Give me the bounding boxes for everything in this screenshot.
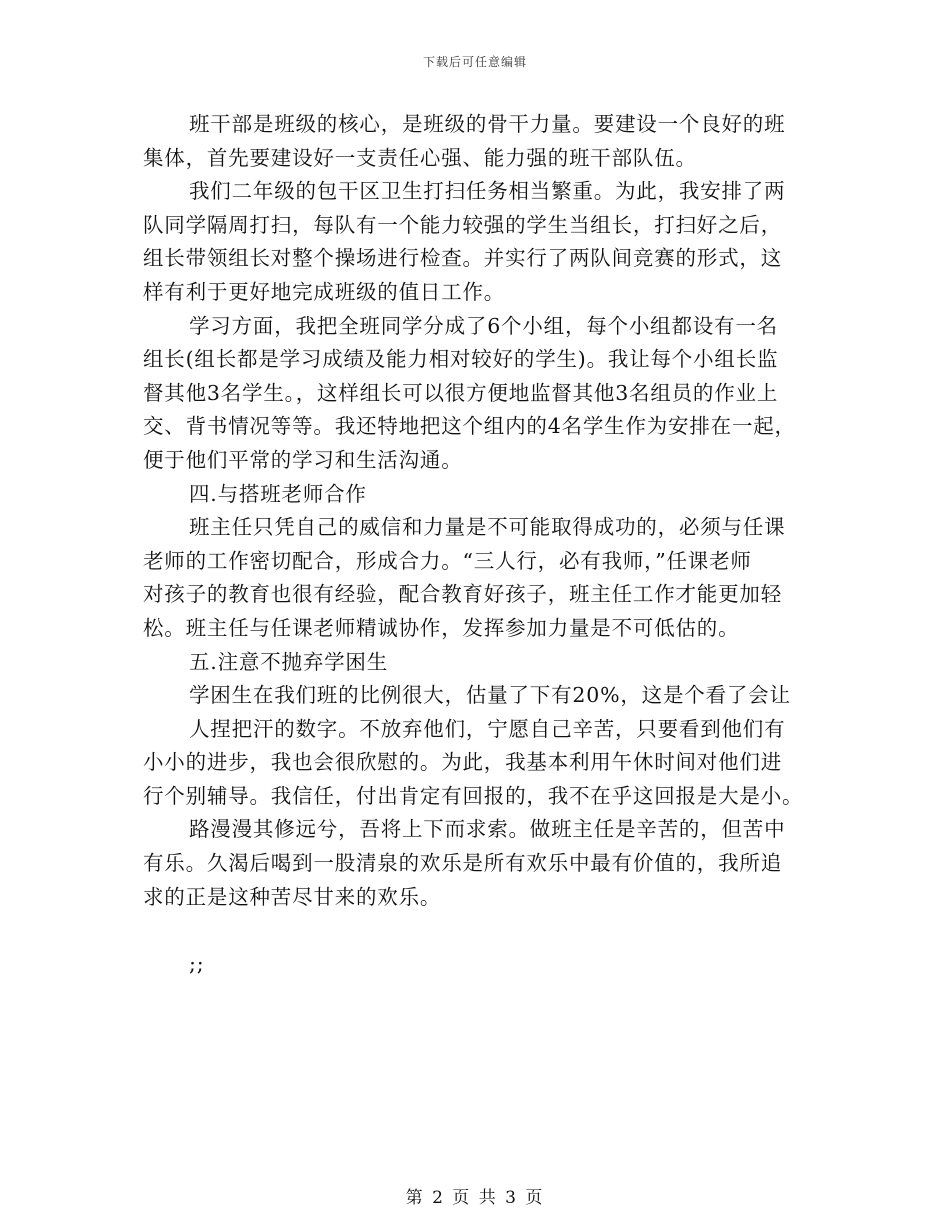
text-line: 对孩子的教育也很有经验，配合教育好孩子，班主任工作才能更加轻 [143, 582, 782, 607]
text-line: 督其他3名学生。，这样组长可以很方便地监督其他3名组员的作业上 [143, 380, 779, 405]
text-line: 松。班主任与任课老师精诚协作，发挥参加力量是不可低估的。 [143, 615, 740, 640]
text-line: 组长(组长都是学习成绩及能力相对较好的学生)。我让每个小组长监 [143, 347, 779, 372]
text-line: 小小的进步，我也会很欣慰的。为此，我基本利用午休时间对他们进 [143, 750, 782, 775]
section-heading: 五.注意不抛弃学困生 [189, 649, 389, 674]
text-line: 班干部是班级的核心，是班级的骨干力量。要建设一个良好的班 [189, 112, 786, 136]
text-line: 学困生在我们班的比例很大，估量了下有20%，这是个看了会让 [189, 683, 791, 708]
text-line: 便于他们平常的学习和生活沟通。 [143, 447, 463, 472]
text-line: 集体，首先要建设好一支责任心强、能力强的班干部队伍。 [143, 145, 697, 170]
document-body [143, 108, 803, 981]
text-line: 路漫漫其修远兮，吾将上下而求索。做班主任是辛苦的，但苦中 [189, 817, 786, 842]
text-line: 行个别辅导。我信任，付出肯定有回报的，我不在乎这回报是大是小。 [143, 783, 804, 808]
text-line: 组长带领组长对整个操场进行检查。并实行了两队间竞赛的形式，这 [143, 246, 782, 271]
text-line: 我们二年级的包干区卫生打扫任务相当繁重。为此，我安排了两 [189, 179, 786, 204]
text-line: ;; [189, 951, 205, 976]
text-line: 班主任只凭自己的威信和力量是不可能取得成功的，必须与任课 [189, 515, 786, 540]
blank-line [143, 914, 803, 948]
text-line: 老师的工作密切配合，形成合力。“三人行，必有我师，”任课老师 [143, 548, 752, 573]
text-line: 样有利于更好地完成班级的值日工作。 [143, 279, 506, 304]
section-heading: 四.与搭班老师合作 [189, 481, 367, 506]
text-line: 交、背书情况等等。我还特地把这个组内的4名学生作为安排在一起， [143, 414, 796, 439]
text-line: 人捏把汗的数字。不放弃他们，宁愿自己辛苦，只要看到他们有 [189, 716, 786, 741]
text-line: 有乐。久渴后喝到一股清泉的欢乐是所有欢乐中最有价值的，我所追 [143, 851, 782, 876]
text-line: 学习方面，我把全班同学分成了6个小组，每个小组都设有一名 [189, 313, 778, 338]
text-line: 队同学隔周打扫，每队有一个能力较强的学生当组长，打扫好之后， [143, 212, 782, 237]
text-line: 求的正是这种苦尽甘来的欢乐。 [143, 884, 442, 909]
page-footer: 第 2 页 共 3 页 [405, 1188, 545, 1208]
page-header: 下载后可任意编辑 [422, 55, 527, 69]
